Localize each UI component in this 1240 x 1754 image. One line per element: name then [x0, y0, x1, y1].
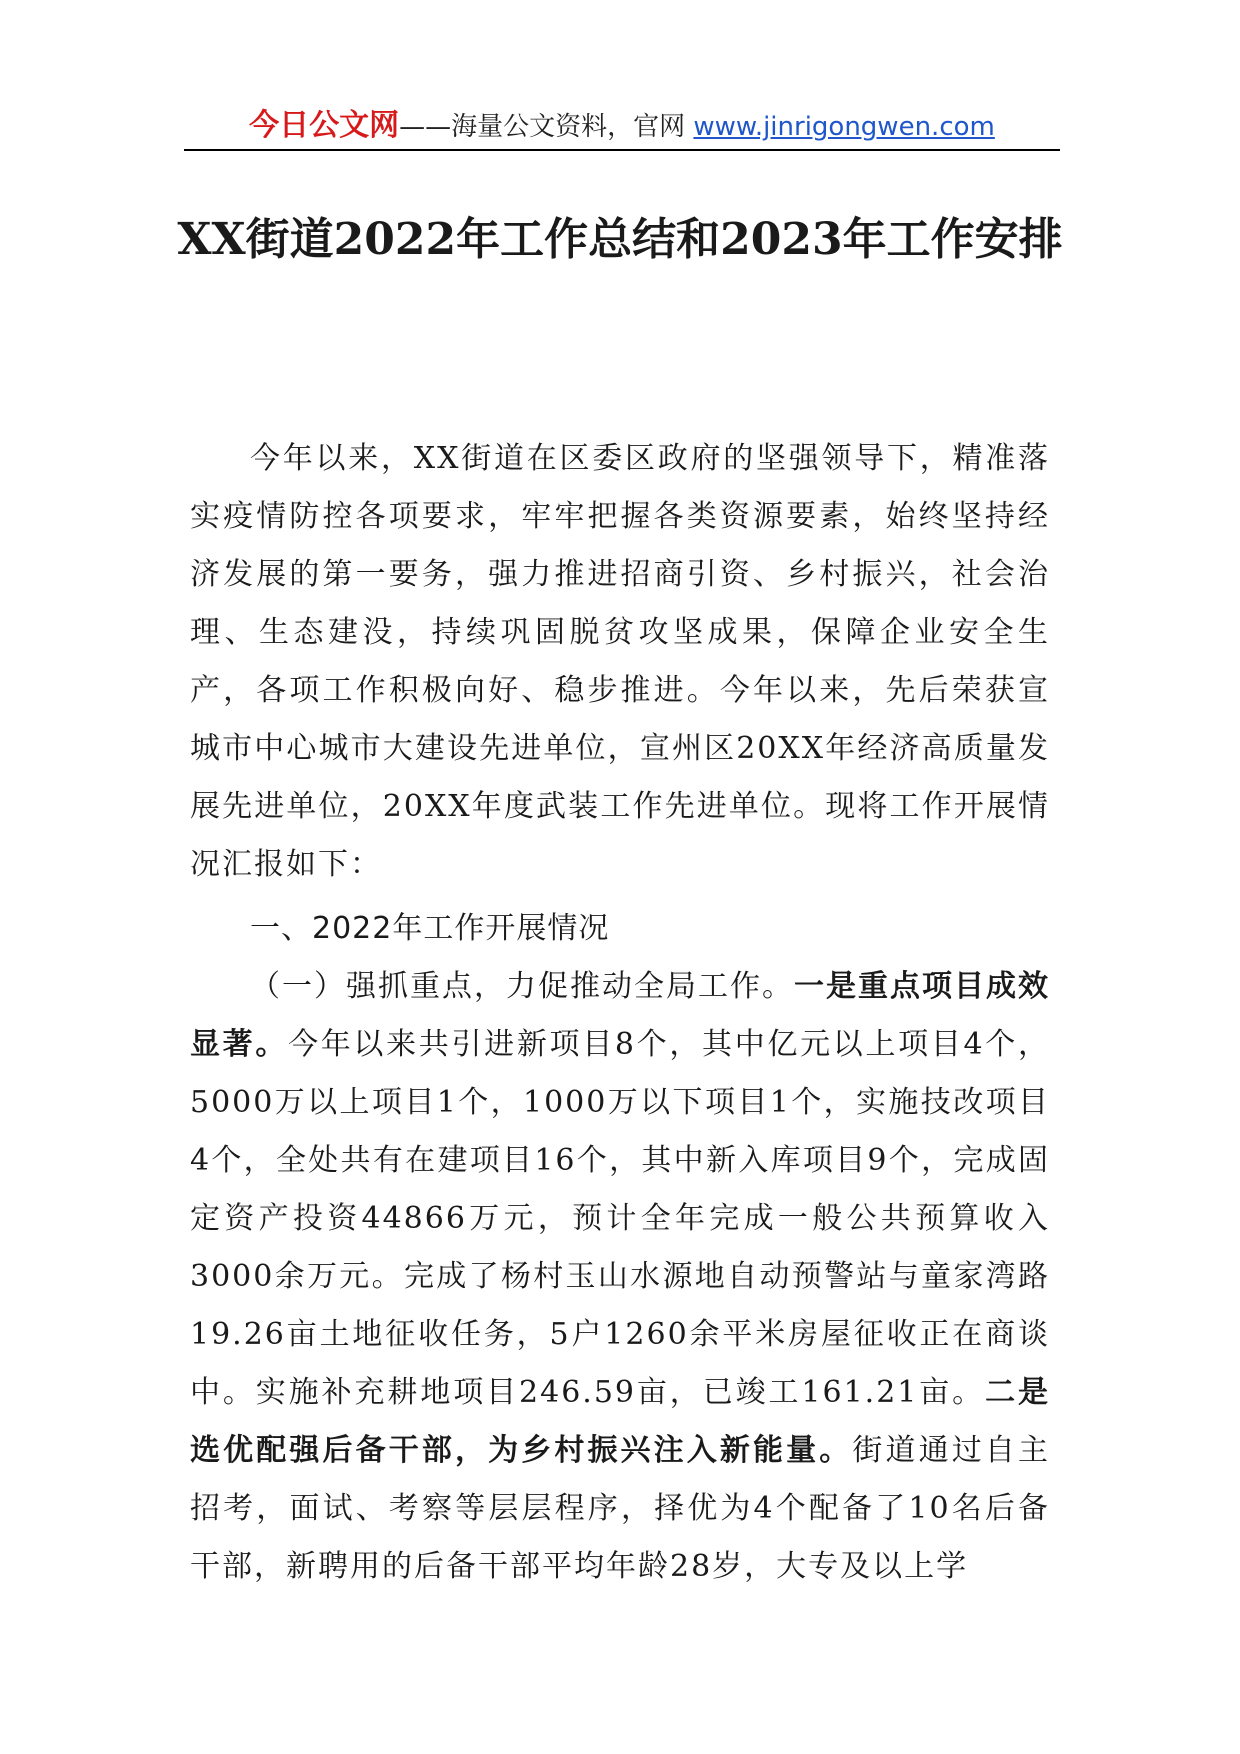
document-body	[190, 430, 1050, 1596]
site-header	[188, 106, 1056, 146]
subsection-lead: （一）强抓重点，力促推动全局工作。	[250, 969, 794, 1004]
site-tagline: ——海量公文资料，官网	[399, 112, 694, 142]
section-heading-1: 一、2022年工作开展情况	[250, 911, 610, 946]
point-1-heading: 一是重点项目成效显著。	[190, 969, 1050, 1062]
site-brand: 今日公文网	[249, 108, 400, 143]
section-1-paragraph	[190, 958, 1050, 1596]
point-1-text: 今年以来共引进新项目8个，其中亿元以上项目4个，5000万以上项目1个，1000万以下项目1个，实施技改项目4个，全处共有在建项目16个，其中新入库项目9个，完成固定资产投资44866万元，预计全年完成一般公共预算收入3000余万元。完成了杨村玉山水源地自动预警站与童家湾路19.26亩土地征收任务，5户1260余平米房屋征收正在商谈中。实施补充耕地项目246.59亩，已竣工161.21亩。	[190, 1027, 1050, 1410]
point-2-text: 街道通过自主招考，面试、考察等层层程序，择优为4个配备了10名后备干部，新聘用的后备干部平均年龄28岁，大专及以上学	[190, 1433, 1051, 1584]
intro-paragraph: 今年以来，XX街道在区委区政府的坚强领导下，精准落实疫情防控各项要求，牢牢把握各类资源要素，始终坚持经济发展的第一要务，强力推进招商引资、乡村振兴，社会治理、生态建没，持续巩固脱贫攻坚成果，保障企业安全生产，各项工作积极向好、稳步推进。今年以来，先后荣获宣城市中心城市大建设先进单位，宣州区20XX年经济高质量发展先进单位，20XX年度武装工作先进单位。现将工作开展情况汇报如下：	[190, 441, 1050, 882]
header-divider	[184, 149, 1060, 151]
point-2-heading: 二是选优配强后备干部，为乡村振兴注入新能量。	[190, 1375, 1050, 1468]
document-title: XX街道2022年工作总结和2023年工作安排	[177, 214, 1063, 265]
site-url-link[interactable]: www.jinrigongwen.com	[693, 112, 995, 142]
